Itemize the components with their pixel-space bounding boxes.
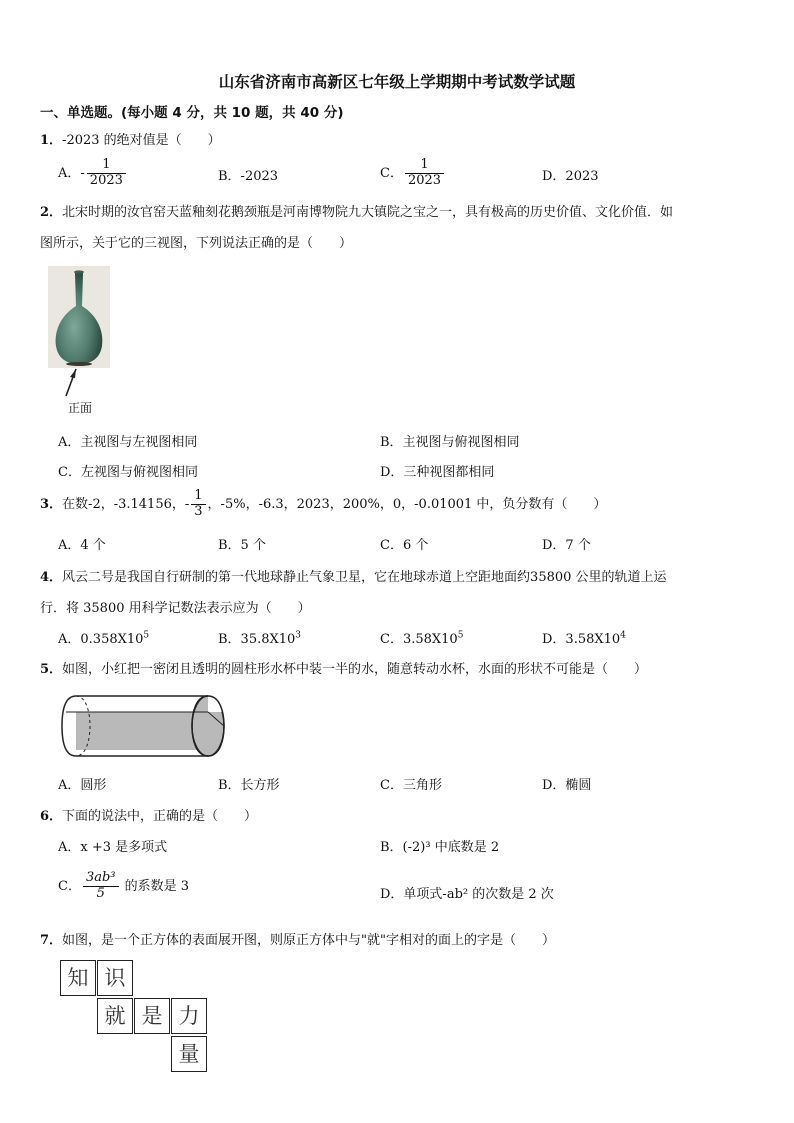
question-5	[40, 658, 647, 677]
q1-option-a	[58, 158, 128, 189]
numerator: 3ab³	[83, 871, 119, 887]
numerator: 1	[405, 158, 444, 174]
q2-option-b: B．主视图与俯视图相同	[380, 435, 520, 450]
question-text-line1: 北宋时期的汝官窑天蓝釉刻花鹅颈瓶是河南博物院九大镇院之宝之一，具有极高的历史价值、文化价值．如	[62, 205, 674, 220]
q6-option-d: D．单项式-ab² 的次数是 2 次	[380, 887, 554, 902]
fraction	[191, 489, 205, 520]
question-text-post: ，-5%，-6.3，2023，200%，0，-0.01001 中，负分数有（ ）	[207, 496, 607, 512]
question-number: 6．	[40, 809, 63, 824]
sign: -	[80, 165, 85, 181]
net-cell: 量	[171, 1036, 207, 1072]
option-text: A．0.358X10	[58, 632, 144, 647]
q6-option-c	[58, 871, 189, 902]
q3-option-b: B．5 个	[218, 538, 266, 553]
exponent: 3	[295, 630, 302, 641]
question-text-pre: 在数-2，-3.14156，-	[62, 496, 190, 512]
numerator: 1	[87, 158, 126, 174]
question-2	[40, 201, 673, 220]
question-2-line2: 图所示，关于它的三视图，下列说法正确的是（ ）	[40, 236, 353, 251]
q1-option-d: D．2023	[542, 169, 599, 184]
question-number: 4．	[40, 570, 63, 585]
question-text: 如图，小红把一密闭且透明的圆柱形水杯中装一半的水，随意转动水杯，水面的形状不可能是（ ）	[62, 662, 648, 677]
question-text-line1: 风云二号是我国自行研制的第一代地球静止气象卫星，它在地球赤道上空距地面约35800 公里的轨道上运	[62, 570, 667, 585]
question-6	[40, 805, 257, 824]
q3-option-d: D．7 个	[542, 538, 591, 553]
q2-option-a: A．主视图与左视图相同	[58, 435, 198, 450]
question-number: 3．	[40, 496, 63, 512]
q6-option-a: A．x +3 是多项式	[58, 840, 168, 855]
question-1	[40, 129, 221, 148]
net-cell: 就	[97, 998, 133, 1034]
q5-option-d: D．椭圆	[542, 778, 592, 793]
q3-option-c: C．6 个	[380, 538, 429, 553]
question-4	[40, 566, 667, 585]
question-number: 7．	[40, 933, 63, 948]
q4-option-b	[218, 628, 301, 647]
option-text: C．3.58X10	[380, 632, 458, 647]
figure-label-front: 正面	[68, 401, 93, 415]
fraction	[405, 158, 444, 189]
fraction	[83, 871, 119, 902]
q5-option-b: B．长方形	[218, 778, 280, 793]
fraction	[87, 158, 126, 189]
exponent: 5	[457, 630, 464, 641]
exponent: 4	[620, 630, 626, 641]
q5-option-a: A．圆形	[58, 778, 107, 793]
denominator: 2023	[407, 172, 442, 188]
question-7	[40, 929, 555, 948]
numerator: 1	[191, 489, 205, 505]
q2-option-c: C．左视图与俯视图相同	[58, 465, 198, 480]
denominator: 3	[194, 503, 203, 519]
question-4-line2: 行．将 35800 用科学记数法表示应为（ ）	[40, 601, 311, 616]
denominator: 2023	[89, 172, 123, 188]
q3-option-a: A．4 个	[58, 538, 106, 553]
option-label: C．	[380, 165, 403, 181]
option-text: B．35.8X10	[218, 632, 296, 647]
cube-net	[60, 960, 210, 1075]
question-number: 5．	[40, 662, 63, 677]
net-cell: 知	[60, 960, 96, 996]
q5-option-c: C．三角形	[380, 778, 442, 793]
exponent: 5	[143, 630, 150, 641]
q6-option-b: B．(-2)³ 中底数是 2	[380, 840, 500, 855]
question-3	[40, 489, 606, 520]
option-label: C．	[58, 878, 81, 894]
q1-option-b: B．-2023	[218, 169, 279, 184]
q1-option-c	[380, 158, 446, 189]
net-cell: 力	[171, 998, 207, 1034]
q4-option-d	[542, 628, 626, 647]
section-heading: 一、单选题。(每小题 4 分，共 10 题，共 40 分)	[40, 105, 344, 121]
option-text: 的系数是 3	[120, 878, 190, 894]
vase-figure	[48, 266, 118, 416]
option-text: D．3.58X10	[542, 632, 621, 647]
q2-option-d: D．三种视图都相同	[380, 465, 495, 480]
page-title: 山东省济南市高新区七年级上学期期中考试数学试题	[218, 73, 576, 91]
question-number: 2．	[40, 205, 63, 220]
question-text: 如图，是一个正方体的表面展开图，则原正方体中与"就"字相对的面上的字是（ ）	[62, 933, 556, 948]
net-cell: 识	[97, 960, 133, 996]
option-label: A．	[58, 165, 81, 181]
cylinder-figure	[58, 690, 233, 760]
q4-option-a	[58, 628, 149, 647]
question-number: 1．	[40, 133, 63, 148]
question-text: -2023 的绝对值是（ ）	[62, 133, 221, 148]
denominator: 5	[96, 885, 105, 901]
question-text: 下面的说法中，正确的是（ ）	[62, 809, 258, 824]
q4-option-c	[380, 628, 463, 647]
net-cell: 是	[134, 998, 170, 1034]
